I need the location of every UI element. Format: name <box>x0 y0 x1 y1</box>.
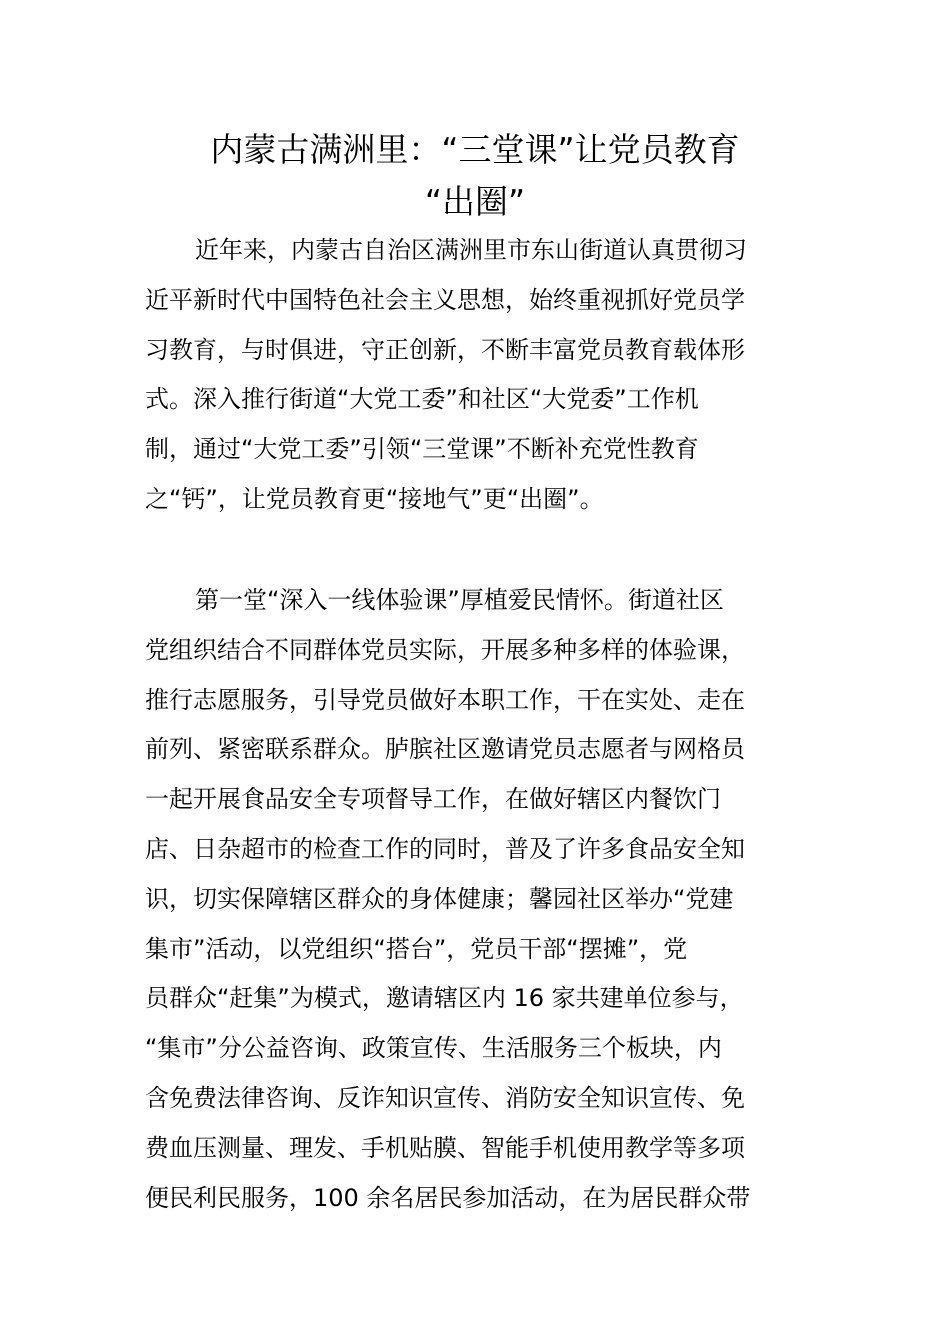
title-line: “出圈” <box>424 182 526 221</box>
text-line: 制，通过“大党工委”引领“三堂课”不断补充党性教育 <box>145 435 699 464</box>
paragraph-first-lesson <box>145 576 810 1223</box>
text-line: 集市”活动，以党组织“搭台”，党员干部“摆摊”，党 <box>145 934 688 963</box>
text-line: 党组织结合不同群体党员实际，开展多种多样的体验课， <box>145 635 745 664</box>
text-line: 习教育，与时俱进，守正创新，不断丰富党员教育载体形 <box>145 335 745 364</box>
text-line: 一起开展食品安全专项督导工作，在做好辖区内餐饮门 <box>145 785 721 814</box>
document-title <box>145 124 805 228</box>
text-line: 含免费法律咨询、反诈知识宣传、消防安全知识宣传、免 <box>145 1083 745 1112</box>
title-line: 内蒙古满洲里：“三堂课”让党员教育 <box>210 130 740 169</box>
text-line: 近平新时代中国特色社会主义思想，始终重视抓好党员学 <box>145 285 745 314</box>
text-line: 费血压测量、理发、手机贴膜、智能手机使用教学等多项 <box>145 1133 745 1162</box>
text-line: 店、日杂超市的检查工作的同时，普及了许多食品安全知 <box>145 834 745 863</box>
text-line: 之“钙”，让党员教育更“接地气”更“出圈”。 <box>145 484 604 513</box>
text-line: “集市”分公益咨询、政策宣传、生活服务三个板块，内 <box>145 1034 722 1063</box>
text-line: 前列、紧密联系群众。胪膑社区邀请党员志愿者与网格员 <box>145 735 745 764</box>
text-line: 推行志愿服务，引导党员做好本职工作，干在实处、走在 <box>145 685 745 714</box>
text-line: 近年来，内蒙古自治区满洲里市东山街道认真贯彻习 <box>195 236 747 264</box>
text-line: 识，切实保障辖区群众的身体健康；馨园社区举办“党建 <box>145 884 734 913</box>
text-line: 便民利民服务，100 余名居民参加活动，在为居民群众带 <box>145 1183 751 1212</box>
text-line: 第一堂“深入一线体验课”厚植爱民情怀。街道社区 <box>195 586 724 614</box>
text-line: 员群众“赶集”为模式，邀请辖区内 16 家共建单位参与， <box>145 984 744 1013</box>
text-line: 式。深入推行街道“大党工委”和社区“大党委”工作机 <box>145 385 699 414</box>
paragraph-intro <box>145 226 810 525</box>
